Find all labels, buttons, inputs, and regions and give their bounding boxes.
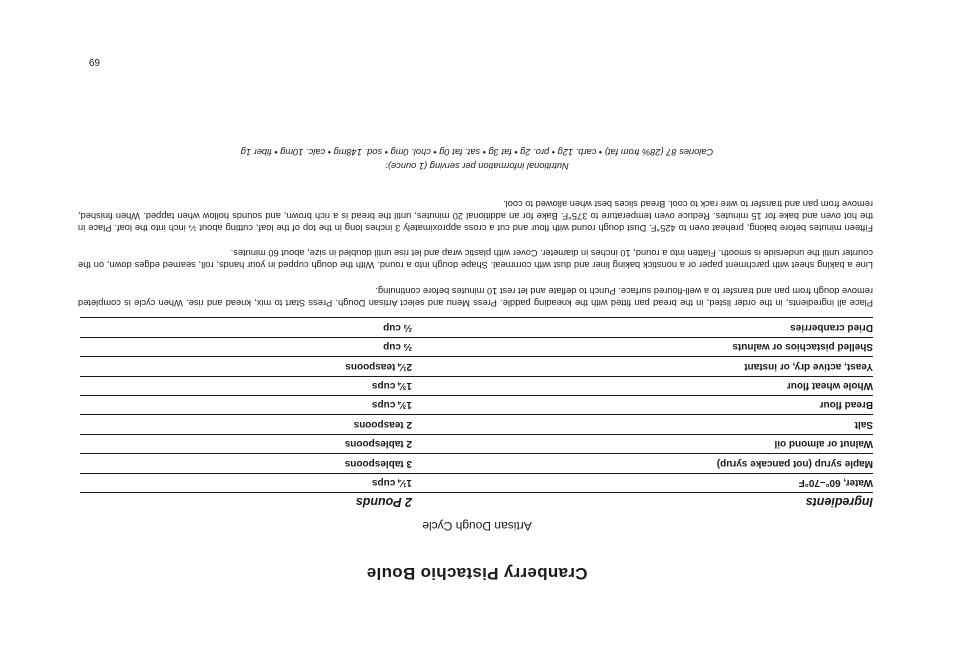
recipe-title: Cranberry Pistachio Boule bbox=[366, 564, 588, 583]
ingredient-amount: 2 teaspoons bbox=[353, 418, 412, 430]
instruction-paragraph: Place all ingredients, in the order listed, in the bread pan fitted with the kneading paddle. Press Menu and select Artisan Dough. Press Start to mix, knead and rise. When cycle is completed remove dough from pan and transfer to a well-floured surface. Punch to deflate and let rest 10 minutes before continuing. bbox=[78, 286, 873, 308]
ingredient-name: Whole wheat flour bbox=[786, 380, 873, 392]
instruction-paragraph: Fifteen minutes before baking, preheat oven to 425°F. Dust dough round with flour and cut a cross approximately 3 inches long in the top of the loaf, cutting about ¼ inch into the loaf. Place in the hot oven and bake for 15 minutes. Reduce oven temperature to 375°F. Bake for an additional 20 minutes, until the bread is a rich brown, and sounds hollow when tapped. When finished, remove from pan and transfer to wire rack to cool. Bread slices best when allowed to cool. bbox=[78, 199, 873, 233]
instruction-paragraph: Line a baking sheet with parchment paper or a nonstick baking liner and dust with cornmeal. Shape dough into a round. With the dough cupped in your hands, roll, seamed edges down, on the counter until the underside is smooth. Flatten into a round, 10 inches in diameter. Cover with plastic wrap and let rise until doubled in size, about 60 minutes. bbox=[78, 248, 873, 270]
ingredient-name: Dried cranberries bbox=[790, 321, 873, 333]
ingredient-amount: 1¾ cups bbox=[371, 380, 412, 392]
ingredient-row bbox=[80, 414, 873, 433]
ingredient-row bbox=[80, 376, 873, 395]
ingredient-name: Water, 60°–70°F bbox=[798, 477, 873, 488]
ingredient-row bbox=[80, 434, 873, 453]
ingredient-amount: ⅔ cup bbox=[383, 321, 412, 333]
ingredient-amount: 2¼ teaspoons bbox=[345, 360, 412, 372]
ingredient-name: Bread flour bbox=[819, 399, 873, 411]
nutrition-values: Calories 87 (28% from fat) • carb. 12g • pro. 2g • fat 3g • sat. fat 0g • chol. 0mg • sod. 148mg • calc. 10mg • fiber 1g bbox=[240, 147, 714, 157]
ingredient-name: Maple syrup (not pancake syrup) bbox=[716, 457, 873, 469]
nutrition-label: Nutritional information per serving (1 ounce): bbox=[385, 161, 569, 171]
ingredient-row bbox=[80, 395, 873, 414]
ingredient-row bbox=[80, 356, 873, 375]
page-number: 69 bbox=[88, 56, 100, 67]
ingredient-amount: 1¼ cups bbox=[371, 477, 412, 488]
ingredient-row bbox=[80, 337, 873, 356]
size-header: 2 Pounds bbox=[355, 495, 412, 509]
ingredient-name: Yeast, active dry, or instant bbox=[744, 360, 873, 372]
ingredient-row bbox=[80, 317, 873, 336]
ingredient-amount: 3 tablespoons bbox=[344, 457, 412, 469]
ingredient-name: Salt bbox=[854, 418, 873, 430]
ingredients-header: Ingredients bbox=[805, 495, 873, 509]
cycle-subtitle: Artisan Dough Cycle bbox=[422, 519, 532, 533]
ingredient-row bbox=[80, 453, 873, 472]
ingredient-amount: 1¾ cups bbox=[371, 399, 412, 411]
ingredient-name: Walnut or almond oil bbox=[774, 438, 873, 450]
ingredient-row bbox=[80, 473, 873, 492]
ingredients-table bbox=[80, 317, 873, 493]
ingredient-name: Shelled pistachios or walnuts bbox=[732, 341, 873, 353]
ingredient-amount: 2 tablespoons bbox=[344, 438, 412, 450]
ingredient-amount: ⅔ cup bbox=[383, 341, 412, 353]
